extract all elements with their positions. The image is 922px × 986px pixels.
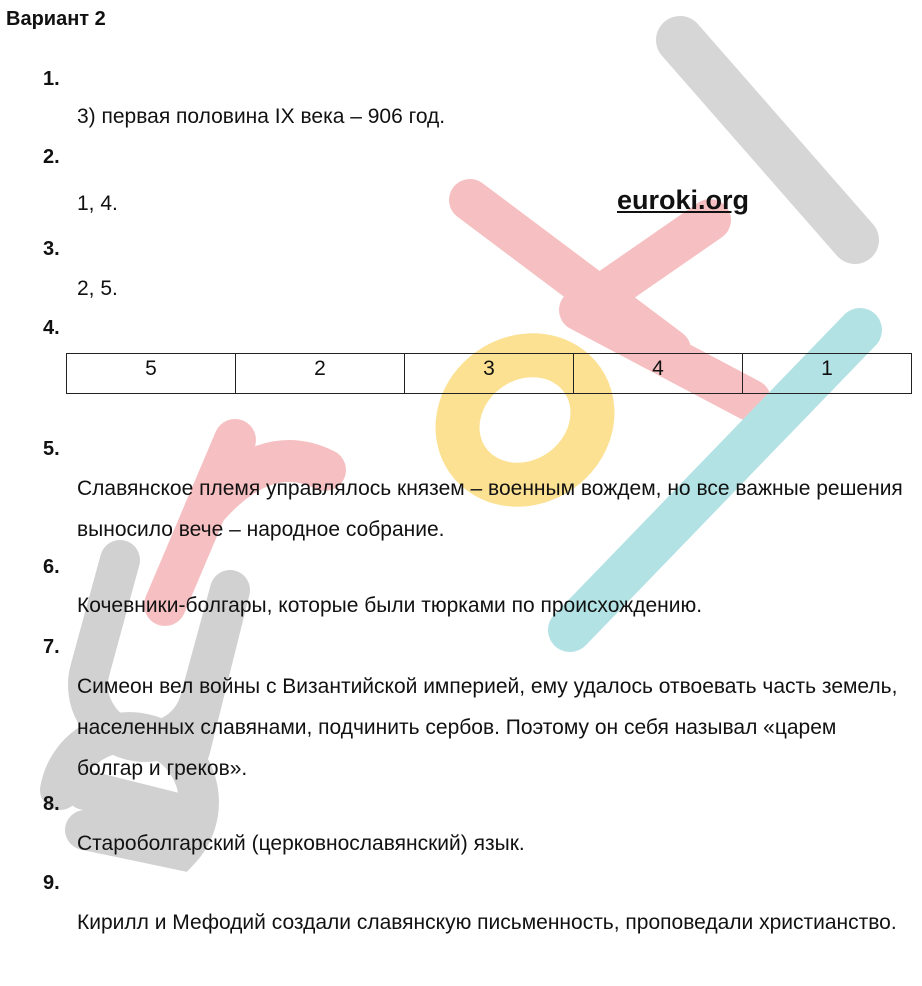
- question-number-4: 4.: [43, 317, 60, 339]
- question-number-5: 5.: [43, 438, 60, 460]
- question-number-1: 1.: [43, 68, 60, 90]
- question-number-2: 2.: [43, 146, 60, 168]
- answer-2: 1, 4.: [77, 192, 118, 215]
- question-number-9: 9.: [43, 872, 60, 894]
- page-title: Вариант 2: [6, 8, 106, 30]
- table-cell: 3: [405, 354, 574, 394]
- table-row: [67, 354, 912, 394]
- table-cell: 1: [743, 354, 912, 394]
- table-cell: 4: [574, 354, 743, 394]
- answer-9: Кирилл и Мефодий создали славянскую письменность, проповедали христианство.: [77, 911, 897, 934]
- answer-6: Кочевники-болгары, которые были тюрками по происхождению.: [77, 594, 703, 617]
- table-cell: 2: [236, 354, 405, 394]
- sequence-table: [66, 353, 912, 394]
- answer-3: 2, 5.: [77, 277, 118, 300]
- question-number-3: 3.: [43, 238, 60, 260]
- answer-5: Славянское племя управлялось князем – военным вождем, но все важные решения выносило вече – народное собрание.: [77, 477, 903, 541]
- question-number-7: 7.: [43, 636, 60, 658]
- question-number-6: 6.: [43, 556, 60, 578]
- answer-7: Симеон вел войны с Византийской империей, ему удалось отвоевать часть земель, населенных славянами, подчинить сербов. Поэтому он себя называл «царем болгар и греков».: [77, 675, 898, 780]
- table-cell: 5: [67, 354, 236, 394]
- site-link[interactable]: euroki.org: [617, 185, 750, 215]
- answer-8: Староболгарский (церковнославянский) язык.: [77, 832, 525, 855]
- question-number-8: 8.: [43, 793, 60, 815]
- answer-1: 3) первая половина IX века – 906 год.: [77, 105, 446, 128]
